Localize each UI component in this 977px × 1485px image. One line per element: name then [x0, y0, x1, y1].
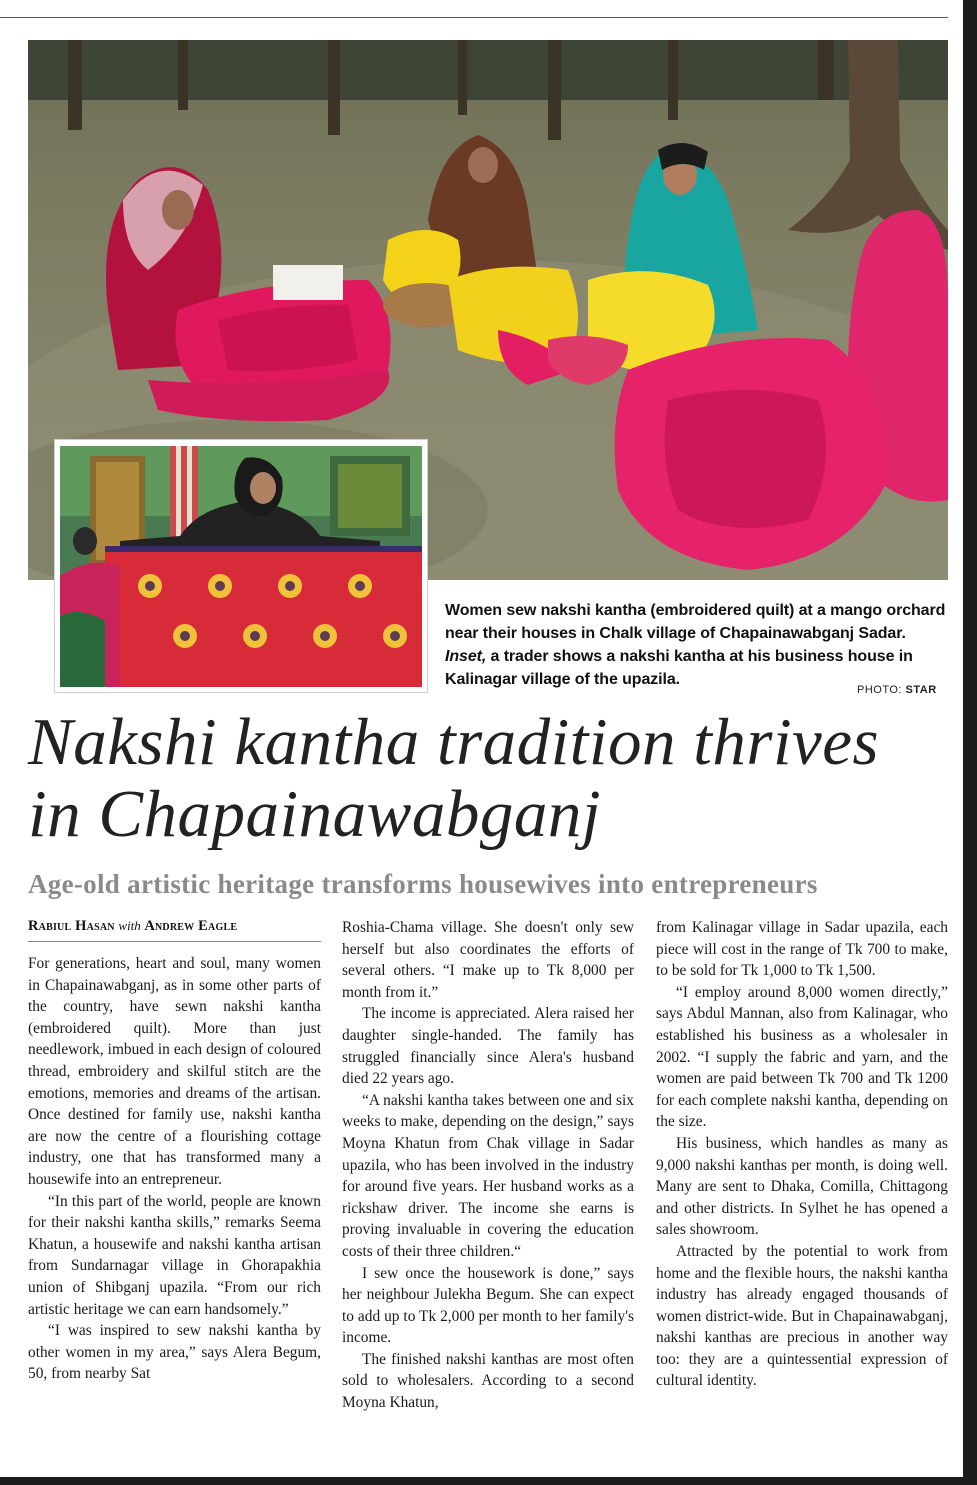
byline-author-1: Rabiul Hasan — [28, 918, 115, 934]
caption-inset-word: Inset, — [445, 648, 487, 665]
byline-with: with — [118, 918, 141, 933]
paragraph: For generations, heart and soul, many women in Chapainawabganj, as in some other parts of the country, have sewn nakshi kantha (embroidered quilt). More than just needlework, imbued in each design of coloured thread, embroidery and skilful stitch are the emotions, memories and dreams of the artisan. Once destined for family use, nakshi kantha are now the centre of a flourishing cottage industry, one that has transformed many a housewife into an entrepreneur. — [28, 955, 321, 1188]
photo-caption — [445, 599, 950, 691]
paragraph: Attracted by the potential to work from home and the flexible hours, the nakshi kantha industry has already engaged thousands of women district-wide. But in Chapainawabganj, nakshi kanthas are precious in another way too: they are a quintessential expression of cultural identity. — [656, 1242, 948, 1390]
paragraph: Roshia-Chama village. She doesn't only sew herself but also coordinates the efforts of several others. “I make up to Tk 8,000 per month from it.” — [342, 919, 634, 1001]
photo-credit — [857, 684, 937, 696]
byline — [28, 918, 321, 942]
caption-text-1: Women sew nakshi kantha (embroidered quilt) at a mango orchard near their houses in Chalk village of Chapainawabganj Sadar. — [445, 602, 946, 642]
article-column-2 — [342, 917, 634, 1414]
article-column-3 — [656, 917, 948, 1392]
caption-text-2: a trader shows a nakshi kantha at his business house in Kalinagar village of the upazila. — [445, 648, 913, 688]
inset-photo — [55, 440, 427, 692]
paragraph: “In this part of the world, people are known for their nakshi kantha skills,” remarks Seema Khatun, a housewife and nakshi kantha artisan from Sundarnagar village in Ghorapakhia union of Shibganj upazila. “From our rich artistic heritage we can earn handsomely.” — [28, 1192, 321, 1318]
headline — [28, 706, 953, 850]
paragraph: “I employ around 8,000 women directly,” says Abdul Mannan, also from Kalinagar, who established his business as a wholesaler in 2002. “I supply the fabric and yarn, and the women are paid between Tk 700 and Tk 1200 for each complete nakshi kantha, depending on the size. — [656, 983, 948, 1131]
paragraph: from Kalinagar village in Sadar upazila, each piece will cost in the range of Tk 700 to make, to be sold for Tk 1,000 to Tk 1,500. — [656, 919, 948, 980]
paragraph: I sew once the housework is done,” says her neighbour Julekha Begum. She can expect to add up to Tk 2,000 per month to her family's income. — [342, 1264, 634, 1347]
paragraph: “I was inspired to sew nakshi kantha by other women in my area,” says Alera Begum, 50, from nearby Sat — [28, 1322, 321, 1383]
subheadline: Age-old artistic heritage transforms housewives into entrepreneurs — [28, 869, 818, 899]
scan-edge-right — [963, 0, 977, 1485]
scan-edge-bottom — [0, 1477, 977, 1485]
paragraph: The finished nakshi kanthas are most often sold to wholesalers. According to a second Moyna Khatun, — [342, 1350, 634, 1412]
headline-line-1: Nakshi kantha tradition thrives — [28, 705, 880, 779]
headline-line-2: in Chapainawabganj — [28, 777, 601, 851]
top-rule — [0, 17, 948, 18]
byline-author-2: Andrew Eagle — [144, 918, 238, 934]
article-column-1 — [28, 953, 321, 1385]
paragraph: The income is appreciated. Alera raised her daughter single-handed. The family has struggled financially since Alera's husband died 22 years ago. — [342, 1005, 634, 1088]
photo-credit-source: STAR — [905, 684, 937, 696]
paragraph: His business, which handles as many as 9,000 nakshi kanthas per month, is doing well. Many are sent to Dhaka, Comilla, Chittagong and other districts. In Sylhet he has opened a sales showroom. — [656, 1134, 948, 1239]
paragraph: “A nakshi kantha takes between one and six weeks to make, depending on the design,” says Moyna Khatun from Chak village in Sadar upazila, who has been involved in the industry for around five years. Her husband works as a rickshaw driver. The income she earns is proving invaluable in covering the education costs of their three children.“ — [342, 1091, 634, 1260]
photo-credit-label: PHOTO: — [857, 684, 906, 696]
